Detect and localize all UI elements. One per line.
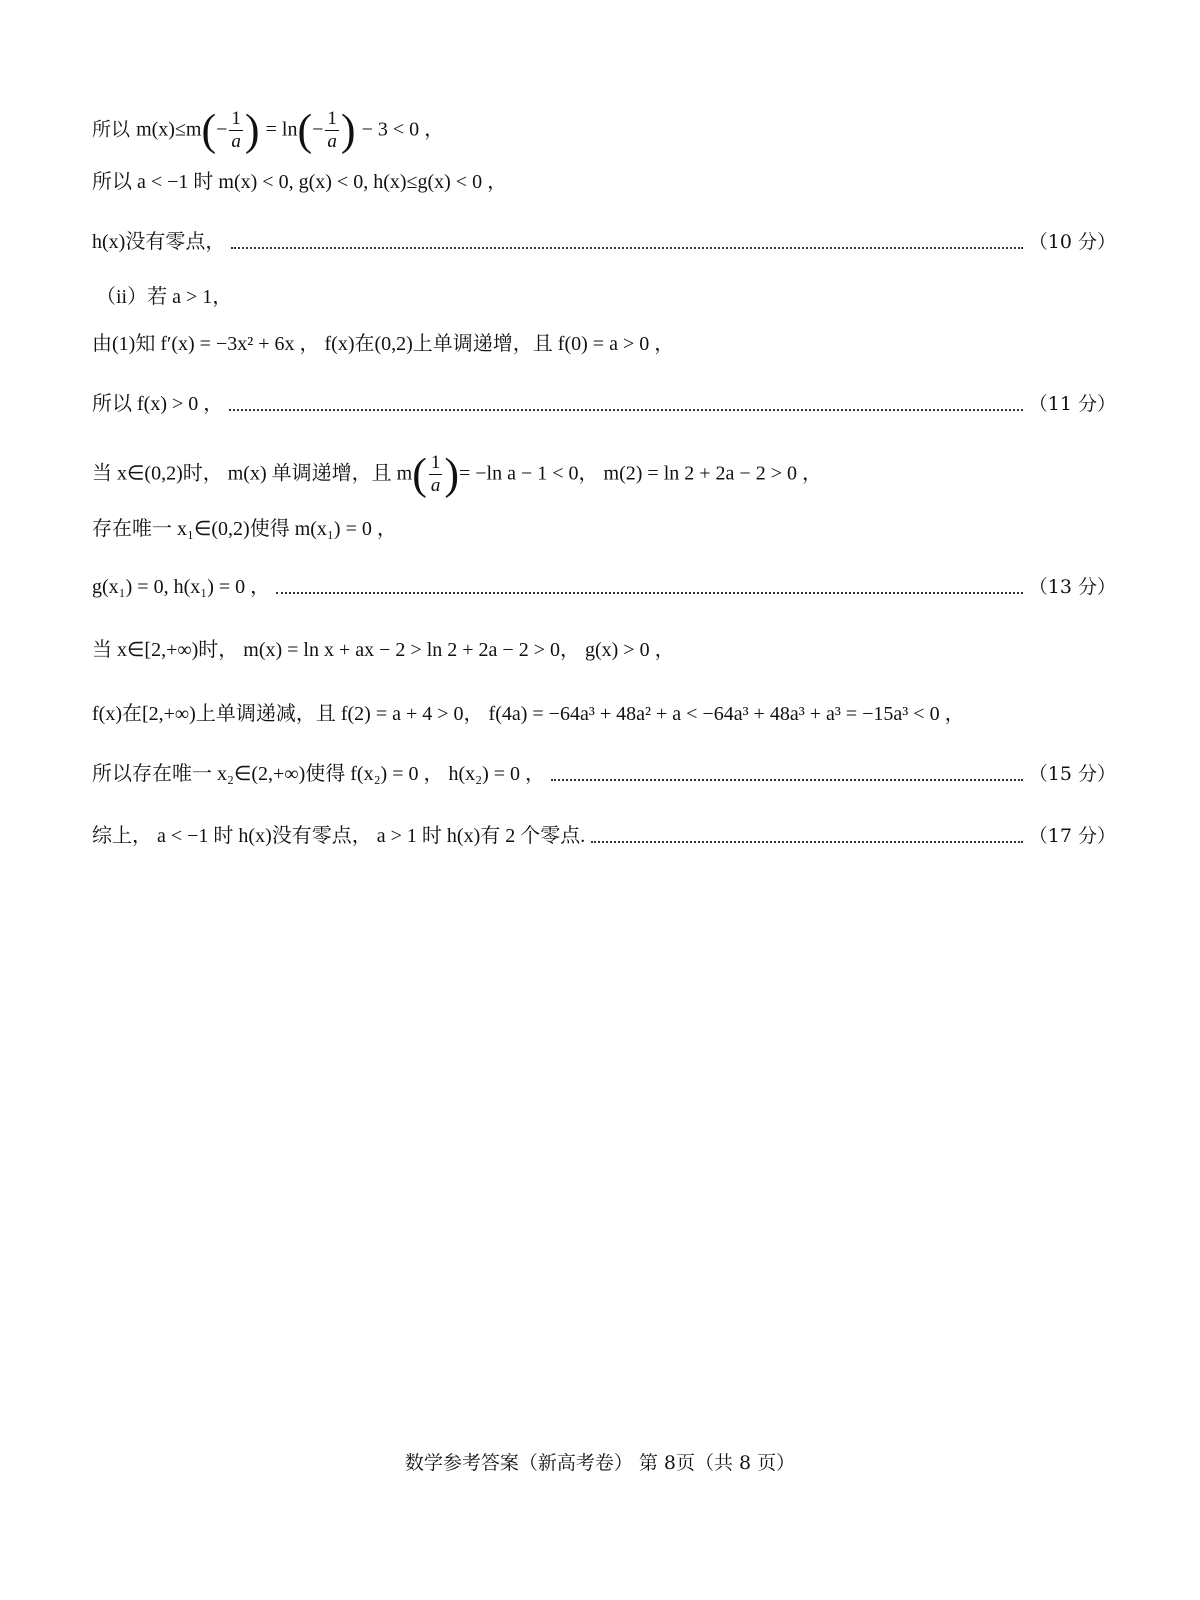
math-expression: 当 x∈(0,2)时， m(x) 单调递增，且 m <box>92 462 413 485</box>
line-text: 所以 f(x) > 0 ， <box>92 393 224 415</box>
fraction: $\frac{1}{a}$ <box>327 108 337 152</box>
line-prefix: 所以 <box>92 118 131 141</box>
math-expression: − 3 < 0 ， <box>361 118 445 141</box>
fraction: $\frac{1}{a}$ <box>231 108 241 152</box>
solution-line-7: 当 x∈(0,2)时， m(x) 单调递增，且 m( $\frac{1}{a}$ )= −ln a − 1 < 0， m(2) = ln 2 + 2a − 2 > 0 ， <box>92 449 822 499</box>
score-label: （13 分） <box>1028 576 1116 598</box>
line-text: h(x)没有零点， <box>92 231 226 253</box>
solution-line-6 <box>92 392 1116 416</box>
score-label: （10 分） <box>1028 231 1116 253</box>
line-text: 存在唯一 x₁∈(0,2)使得 m(x₁) = 0 ， <box>92 518 397 540</box>
dot-leader <box>229 409 1023 411</box>
dot-leader <box>591 841 1023 843</box>
score-label: （15 分） <box>1028 763 1116 785</box>
math-expression: = ln <box>265 118 298 141</box>
math-expression: m(x)≤m <box>136 118 202 141</box>
line-text: 由(1)知 f′(x) = −3x² + 6x ， f(x)在(0,2)上单调递增，且 f(0) = a > 0 ， <box>92 333 675 355</box>
solution-line-3 <box>92 230 1116 254</box>
line-text: （ii）若 a > 1， <box>96 286 233 308</box>
dot-leader <box>551 779 1023 781</box>
solution-line-8 <box>92 517 1116 541</box>
line-text: 所以 a < −1 时 m(x) < 0, g(x) < 0, h(x)≤g(x) < 0 ， <box>92 171 508 193</box>
solution-line-13 <box>92 824 1116 848</box>
line-text: 综上， a < −1 时 h(x)没有零点， a > 1 时 h(x)有 2 个零点. <box>92 825 586 847</box>
math-expression: = −ln a − 1 < 0， m(2) = ln 2 + 2a − 2 > 0 ， <box>459 462 822 485</box>
line-text: 所以存在唯一 x₂∈(2,+∞)使得 f(x₂) = 0 ， h(x₂) = 0 ， <box>92 763 546 785</box>
solution-line-4 <box>96 285 1120 309</box>
solution-line-2 <box>92 170 1116 194</box>
solution-line-9 <box>92 575 1116 599</box>
fraction: $\frac{1}{a}$ <box>430 452 441 496</box>
solution-line-11 <box>92 702 1116 726</box>
solution-line-12 <box>92 762 1116 786</box>
solution-line-10 <box>92 638 1116 662</box>
solution-line-5 <box>92 332 1116 356</box>
page-footer: 数学参考答案（新高考卷） 第 8页（共 8 页） <box>404 1452 796 1474</box>
line-text: g(x₁) = 0, h(x₁) = 0 ， <box>92 576 271 598</box>
solution-line-1: 所以 m(x)≤m(− $\frac{1}{a}$ ) = ln(− $\frac{1}{a}$ ) − 3 < 0 ， <box>92 105 445 155</box>
line-text: 当 x∈[2,+∞)时， m(x) = ln x + ax − 2 > ln 2 + 2a − 2 > 0， g(x) > 0 ， <box>92 639 675 661</box>
line-text: f(x)在[2,+∞)上单调递减，且 f(2) = a + 4 > 0， f(4a) = −64a³ + 48a² + a < −64a³ + 48a³ + a³ = −15a³ < 0 ， <box>92 703 965 725</box>
dot-leader <box>231 247 1022 249</box>
score-label: （17 分） <box>1028 825 1116 847</box>
score-label: （11 分） <box>1028 393 1116 415</box>
dot-leader <box>276 592 1023 594</box>
